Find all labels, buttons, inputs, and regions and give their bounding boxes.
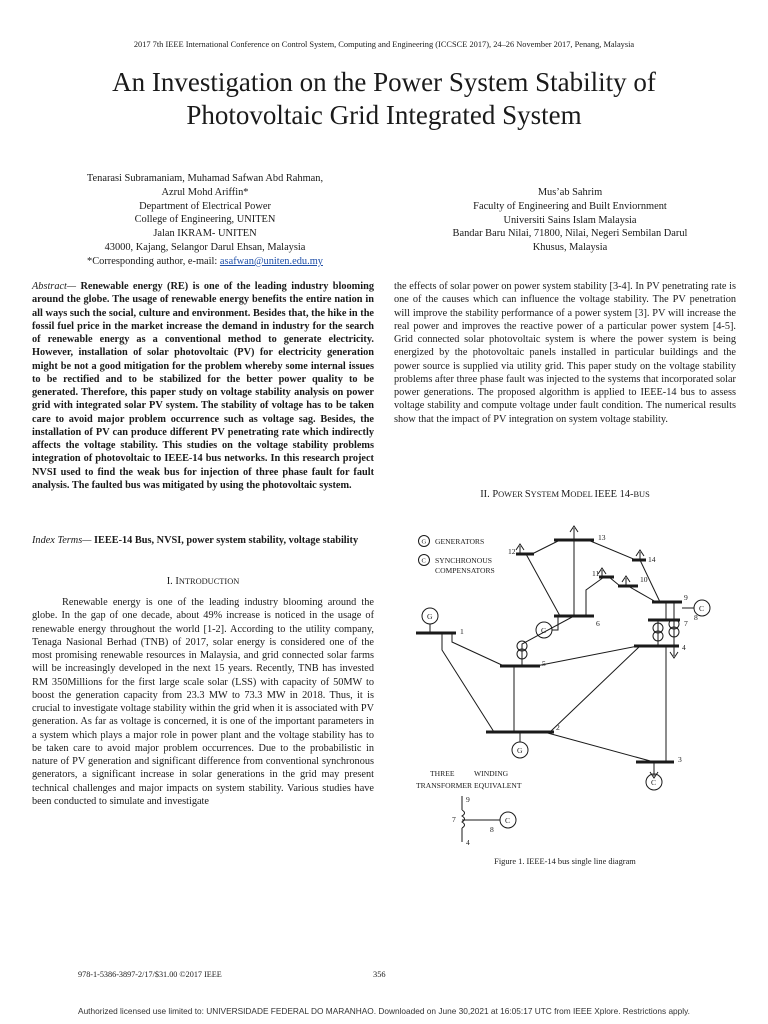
corresponding-prefix: *Corresponding author, e-mail: <box>87 255 220 267</box>
affiliation-left <box>30 172 380 269</box>
index-terms-label: Index Terms <box>32 535 83 546</box>
index-terms-text: IEEE-14 Bus, NVSI, power system stability, voltage stability <box>93 535 359 546</box>
bus-label-10: 10 <box>640 575 648 584</box>
abstract-text: Renewable energy (RE) is one of the leading industry blooming around the globe. The usage of renewable energy benefits the entire nation in all ways such the social, culture and environment. Besides that, the hike in the fossil fuel price in the market increase the demand in industry for the search of renewable energy as a conventional method to generate electricity. However, installation of solar photovoltaic (PV) for electricity generation might be not a good mitigation for the problem whereby some internal issues to be rectified and to be stabilized for the better power quality to be generated. Therefore, this paper study on voltage stability analysis on power grid with integrated solar PV system. The stability of voltage has to be taken care to avoid major problem occurrence such as voltage sag. Besides, the installation of PV can produce different PV penetrating rate which indirectly affects the voltage stability. This studies on the voltage stability problems integration of photovoltaic to IEEE-14 bus networks. In this research project NVSI used to find the weak bus for injection of three phase fault for fault analysis. The faulted bus was mitigated by using the photovoltaic system. <box>32 281 374 491</box>
inset-label-4: 4 <box>466 838 470 847</box>
intro-heading-num: I. I <box>166 576 179 587</box>
gen-2-symbol: G <box>517 746 523 755</box>
street: Jalan IKRAM- UNITEN <box>153 228 257 240</box>
line-1-2 <box>442 633 494 732</box>
s2-w7: BUS <box>633 490 650 499</box>
bus-label-12: 12 <box>508 547 516 556</box>
college: College of Engineering, UNITEN <box>134 214 276 226</box>
bus-label-7: 7 <box>684 619 688 628</box>
line-2-4 <box>550 646 640 732</box>
s2-w5: ODEL <box>570 490 595 499</box>
title-line-2: Photovoltaic Grid Integrated System <box>186 100 582 130</box>
bus-label-14: 14 <box>648 555 656 564</box>
section2-heading <box>394 489 736 500</box>
comp-3-symbol: C <box>651 778 657 787</box>
intro-heading-rest: NTRODUCTION <box>178 577 240 586</box>
abstract <box>32 280 374 492</box>
load-arrow-13 <box>570 526 578 540</box>
author-names: Tenarasi Subramaniam, Muhamad Safwan Abd Rahman, <box>86 173 324 184</box>
s2-w6: IEEE 14- <box>594 489 634 500</box>
isbn-footer: 978-1-5386-3897-2/17/$31.00 ©2017 IEEE <box>78 970 222 979</box>
s2-w2: S <box>524 489 531 500</box>
right-column-body <box>394 280 736 426</box>
line-10-11 <box>609 577 620 586</box>
right-paragraph: the effects of solar power on power system stability [3-4]. In PV penetrating rate is one of the causes which can influence the voltage stability. The PV penetration will improve the stability performance of a power system [3]. PV will increase the real power and improves the reactive power of a particular power system [4-5]. Grid connected solar photovoltaic system is where the power system is being energized by the photovoltaic panels installed in particular buildings and the power source is supplied via utility grid. This paper study on the voltage stability problems after three phase fault was injected to the systems that incorporated solar power generations. The proposed algorithm is applied to IEEE-14 bus to assess voltage stability and compute voltage under fault condition. The numerical results show that the impact of PV integration on system voltage stability. <box>394 281 736 425</box>
department: Department of Electrical Power <box>139 200 271 212</box>
line-9-10 <box>628 586 656 602</box>
inset-label-9: 9 <box>466 795 470 804</box>
line-12-13 <box>532 540 560 554</box>
s2-w3: YSTEM <box>530 490 562 499</box>
abstract-dash: — <box>66 281 81 292</box>
line-13-14 <box>588 540 636 560</box>
inset-coil <box>462 810 465 828</box>
inset-label-7: 7 <box>452 815 456 824</box>
corresponding-author <box>30 255 380 269</box>
figure-caption: Figure 1. IEEE-14 bus single line diagram <box>494 857 636 866</box>
intro-body <box>32 596 374 808</box>
bus-label-5: 5 <box>542 659 546 668</box>
address-right-1: Bandar Baru Nilai, 71800, Nilai, Negeri Sembilan Darul <box>452 228 688 240</box>
gen-1-symbol: G <box>427 612 433 621</box>
load-arrow-4 <box>670 646 678 658</box>
line-1-5 <box>452 633 504 666</box>
page-number: 356 <box>373 970 386 979</box>
license-notice: Authorized licensed use limited to: UNIVERSIDADE FEDERAL DO MARANHAO. Downloaded on June 30,2021 at 16:05:17 UTC from IEEE Xplore. Restrictions apply. <box>78 1006 690 1016</box>
comp-8-symbol: C <box>699 604 705 613</box>
line-6-11 <box>586 577 604 616</box>
transformer-title-1: THREE <box>430 769 455 778</box>
s2-w4: M <box>561 489 571 500</box>
comp-6-symbol: C <box>541 626 547 635</box>
abstract-label: Abstract <box>32 281 67 292</box>
bus-label-3: 3 <box>678 755 682 764</box>
intro-paragraph: Renewable energy is one of the leading industry blooming around the globe. In the gap of one decade, about 49% increase is noticed in the usage of renewable energy throughout the world [1-2]. According to the utility company, Tenaga Nasional Berhad (TNB) of 2017, solar energy is considered one of the most promising renewable resources in Malaysia, and grid connected solar farms will be increasingly developed in the next 15 years. Recently, TNB has invested RM 350Millions for the first large scale solar (LSS) with capacity of 50MW to boost the generation capacity from 23.3 MW to 73.3 MW in 2018. Thus, it is crucial to investigate voltage stability within the grid when it is associated with PV generation. As far as voltage is concerned, it is one of the important parameters in a system which plays a major role in power plant and the voltage stability has to be taken care to avoid major problem occurrences. Due to the probabilistic in nature of PV generation and significant difference from conventional synchronous generators, a significant increase in solar generations in the grid may present technical challenges and major impacts on system stability. Various studies have been conducted to simulate and investigate <box>32 597 374 807</box>
s2-num: II. P <box>480 489 499 500</box>
bus-label-9: 9 <box>684 593 688 602</box>
index-terms-dash: — <box>82 535 94 546</box>
legend-c-label-2: COMPENSATORS <box>435 566 495 575</box>
legend-g-label: GENERATORS <box>435 537 485 546</box>
bus-label-6: 6 <box>596 619 600 628</box>
inset-label-8: 8 <box>490 825 494 834</box>
title-line-1: An Investigation on the Power System Stability of <box>112 67 656 97</box>
conference-header: 2017 7th IEEE International Conference on Control System, Computing and Engineering (ICCSCE 2017), 24–26 November 2017, Penang, Malaysia <box>133 40 635 49</box>
inset-comp-symbol: C <box>505 816 511 825</box>
bus-label-4: 4 <box>682 643 686 652</box>
legend-c-label-1: SYNCHRONOUS <box>435 556 492 565</box>
bus-label-13: 13 <box>598 533 606 542</box>
line-2-3 <box>544 732 654 762</box>
ieee-14-bus-diagram <box>404 520 734 850</box>
affiliation-right <box>395 186 745 255</box>
university: Universiti Sains Islam Malaysia <box>503 214 637 226</box>
bus-label-8: 8 <box>694 613 698 622</box>
index-terms <box>32 534 374 547</box>
legend-g-symbol: G <box>421 538 427 546</box>
author-name-right: Mus’ab Sahrim <box>537 187 603 198</box>
author-names-2: Azrul Mohd Ariffin* <box>161 186 249 198</box>
s2-w1: OWER <box>498 490 525 499</box>
paper-title <box>20 66 748 132</box>
transformer-title-2: WINDING <box>474 769 509 778</box>
transformer-title-3: TRANSFORMER EQUIVALENT <box>416 781 522 790</box>
email-link[interactable]: asafwan@uniten.edu.my <box>219 255 323 267</box>
bus-label-1: 1 <box>460 627 464 636</box>
faculty: Faculty of Engineering and Built Enviornment <box>473 200 667 212</box>
address-right-2: Khusus, Malaysia <box>532 242 608 254</box>
legend-c-symbol: C <box>421 557 426 565</box>
line-6-12 <box>526 554 560 616</box>
bus-label-11: 11 <box>592 569 600 578</box>
bus-label-2: 2 <box>556 723 560 732</box>
city: 43000, Kajang, Selangor Darul Ehsan, Malaysia <box>104 241 306 253</box>
intro-heading <box>32 576 374 587</box>
